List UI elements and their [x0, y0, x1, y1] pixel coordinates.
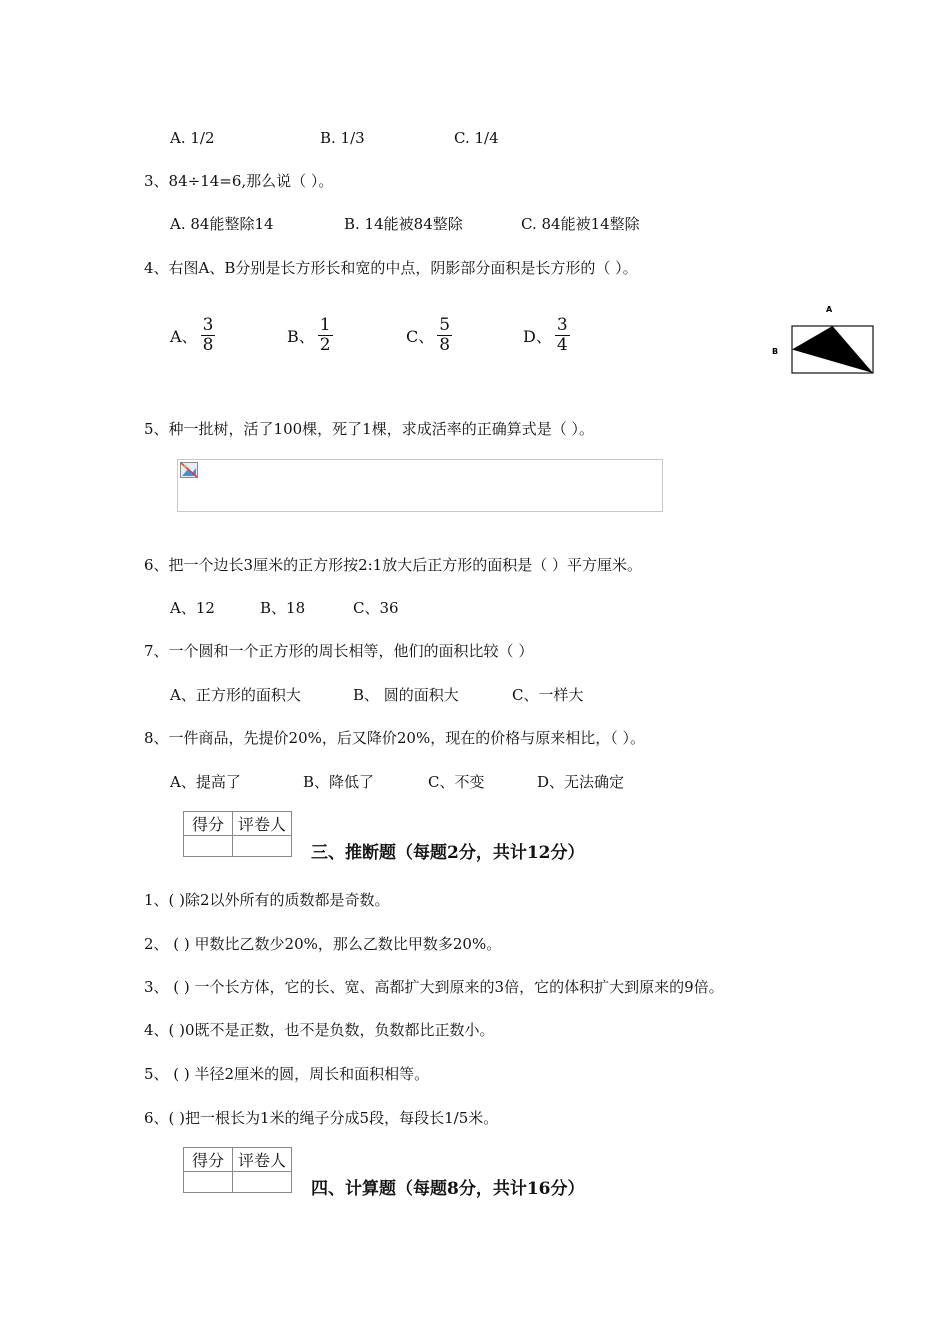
q3-option-a: A. 84能整除14 [170, 215, 274, 233]
q8-option-b: B、降低了 [303, 773, 375, 791]
fraction-denominator: 8 [202, 335, 214, 355]
judge-item-3: 3、 ( ) 一个长方体，它的长、宽、高都扩大到原来的3倍，它的体积扩大到原来的9倍。 [144, 978, 724, 996]
score-label: 得分 [184, 812, 233, 836]
broken-image-icon [180, 462, 198, 478]
grader-label: 评卷人 [233, 812, 292, 836]
q6-option-a: A、12 [170, 599, 215, 617]
grader-label: 评卷人 [233, 1148, 292, 1172]
figure-shaded-triangle [792, 326, 873, 373]
q4-option-b [287, 316, 333, 355]
grader-cell [233, 836, 292, 857]
q7-stem: 7、一个圆和一个正方形的周长相等，他们的面积比较（ ） [144, 642, 534, 660]
grader-cell [233, 1172, 292, 1193]
q5-stem: 5、种一批树，活了100棵，死了1棵，求成活率的正确算式是（ ）。 [144, 420, 594, 438]
fraction [437, 316, 452, 355]
fraction [201, 316, 216, 355]
score-table-section4 [183, 1147, 292, 1193]
q3-stem: 3、84÷14=6,那么说（ ）。 [144, 172, 334, 190]
q8-option-d: D、无法确定 [537, 773, 625, 791]
q7-option-b: B、 圆的面积大 [353, 686, 459, 704]
section3-title: 三、推断题（每题2分，共计12分） [311, 843, 585, 863]
q4-rectangle-figure [770, 300, 880, 380]
q4-option-c [406, 316, 452, 355]
broken-image-placeholder [177, 459, 663, 512]
q4-option-letter: B、 [287, 327, 315, 346]
section4-title: 四、计算题（每题8分，共计16分） [311, 1179, 585, 1199]
q8-option-a: A、提高了 [170, 773, 241, 791]
figure-label-a: A [826, 305, 833, 314]
q4-option-d [523, 316, 570, 355]
score-label: 得分 [184, 1148, 233, 1172]
fraction [318, 316, 333, 355]
q8-option-c: C、不变 [428, 773, 485, 791]
fraction [555, 316, 570, 355]
q6-option-b: B、18 [260, 599, 306, 617]
q3-option-b: B. 14能被84整除 [344, 215, 463, 233]
q4-option-letter: A、 [170, 327, 198, 346]
fraction-denominator: 2 [319, 335, 331, 355]
q6-stem: 6、把一个边长3厘米的正方形按2:1放大后正方形的面积是（ ）平方厘米。 [144, 556, 642, 574]
q7-option-a: A、正方形的面积大 [170, 686, 301, 704]
figure-label-b: B [772, 347, 779, 356]
fraction-denominator: 8 [439, 335, 451, 355]
q4-option-a [170, 316, 215, 355]
score-cell [184, 1172, 233, 1193]
judge-item-1: 1、( )除2以外所有的质数都是奇数。 [144, 891, 390, 909]
q4-option-letter: D、 [523, 327, 552, 346]
fraction-numerator: 1 [319, 315, 331, 335]
judge-item-4: 4、( )0既不是正数，也不是负数，负数都比正数小。 [144, 1021, 495, 1039]
fraction-numerator: 3 [556, 315, 568, 335]
q7-option-c: C、一样大 [512, 686, 584, 704]
q3-option-c: C. 84能被14整除 [521, 215, 640, 233]
q6-option-c: C、36 [353, 599, 399, 617]
score-cell [184, 836, 233, 857]
score-table-section3 [183, 811, 292, 857]
fraction-numerator: 5 [439, 315, 451, 335]
q2-option-b: B. 1/3 [320, 129, 365, 147]
q2-option-c: C. 1/4 [454, 129, 499, 147]
judge-item-2: 2、 ( ) 甲数比乙数少20%，那么乙数比甲数多20%。 [144, 935, 502, 953]
fraction-numerator: 3 [202, 315, 214, 335]
q4-stem: 4、右图A、B分别是长方形长和宽的中点，阴影部分面积是长方形的（ ）。 [144, 259, 638, 277]
q2-option-a: A. 1/2 [170, 129, 215, 147]
q4-option-letter: C、 [406, 327, 435, 346]
judge-item-5: 5、 ( ) 半径2厘米的圆，周长和面积相等。 [144, 1065, 430, 1083]
fraction-denominator: 4 [556, 335, 568, 355]
judge-item-6: 6、( )把一根长为1米的绳子分成5段，每段长1/5米。 [144, 1109, 499, 1127]
q8-stem: 8、一件商品，先提价20%，后又降价20%，现在的价格与原来相比，（ ）。 [144, 729, 645, 747]
